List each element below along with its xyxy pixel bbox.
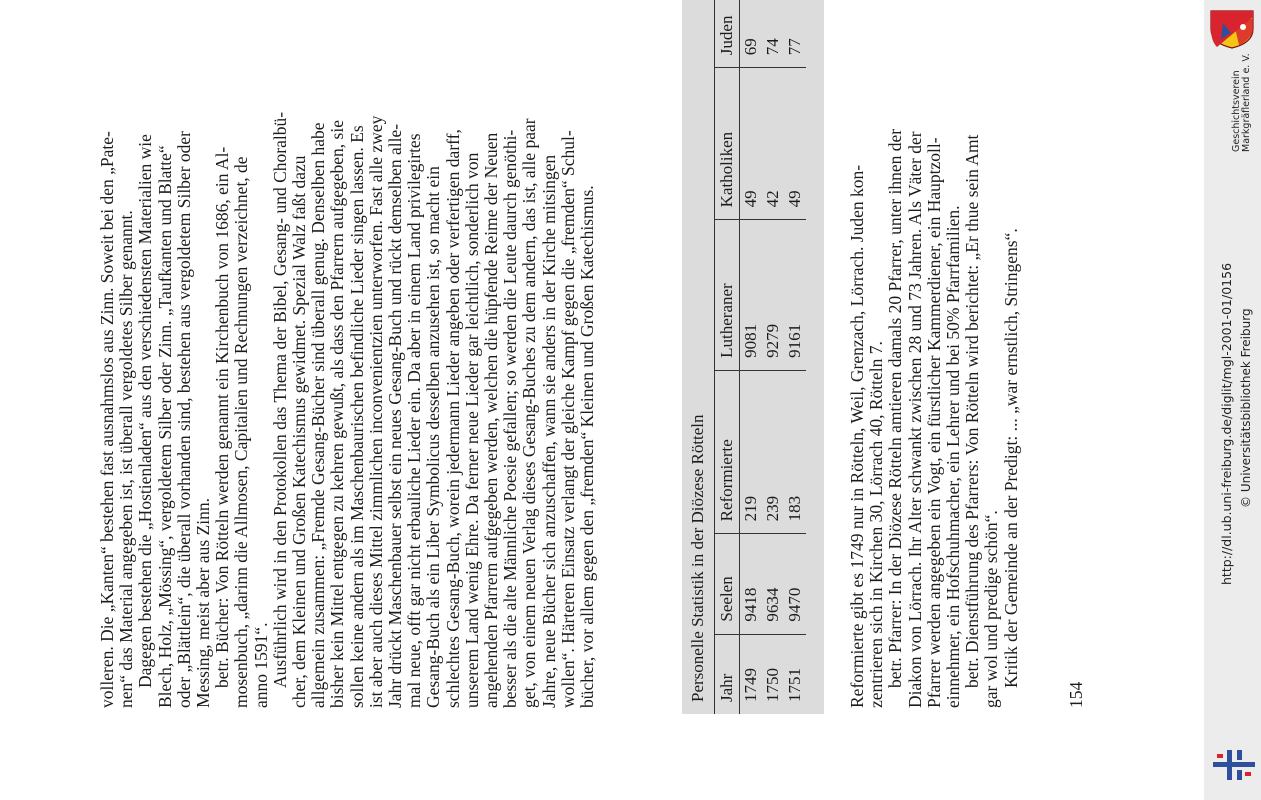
table-cell: 219 [740, 370, 763, 534]
header-cell: Juden [715, 0, 740, 68]
text-line: Gesang-Buch als ein Liber Symbolicus desselben anzusehen ist, so macht ein [423, 166, 444, 708]
text-line: schlechtes Gesang-Buch, worein jedermann Lieder angeben oder verfertigen darff, [442, 129, 463, 708]
table-cell: 9634 [762, 534, 784, 634]
text-line: nen“ das Material angegeben ist, ist überall vergoldetes Silber genannt. [116, 210, 137, 708]
copyright-notice: © Universitätsbibliothek Freiburg [1239, 308, 1253, 508]
coat-of-arms-icon [1209, 9, 1255, 49]
page-number: 154 [1066, 681, 1086, 708]
text-line: Dagegen bestehen die „Hostienladen“ aus den verschiedensten Materialien wie [135, 134, 156, 688]
text-line: Jahr drückt Maschenbauer selbst ein neues Gesang-Buch und rückt demselben alle- [385, 123, 406, 708]
text-line: unserem Land wenig Ehre. Da ferner neue Lieder gar leichtlich, sonderlich von [461, 152, 482, 708]
university-library-logo-icon [1213, 748, 1255, 782]
text-line: allgemein zusammen: „Fremde Gesang-Bücher sind überall genug. Denselben habe [308, 122, 329, 708]
text-line: betr. Pfarrer: In der Diözese Rötteln amtieren damals 20 Pfarrer, unter ihnen der [885, 128, 906, 688]
table-cell: 49 [740, 68, 763, 220]
table-cell: 9470 [784, 534, 806, 634]
text-line: Ausführlich wird in den Protokollen das Thema der Bibel, Gesang- und Choralbü- [269, 111, 290, 688]
header-cell: Katholiken [715, 68, 740, 220]
text-line: angehenden Pfarrern aufgegeben werden, welchen die hüpfende Reime der Neuen [481, 132, 502, 708]
text-line: Messing, meist aber aus Zinn. [193, 498, 214, 708]
text-line: einnehmer, ein Hofschuhmacher, ein Lehrer und bei 50% Pfarrfamilien. [943, 205, 964, 708]
table-cell: 1751 [785, 668, 804, 702]
text-line: mal neue, offt gar nicht erbauliche Lieder ein. Da aber in einem Land privilegirtes [404, 133, 425, 708]
statistics-table [682, 0, 824, 714]
text-line: anno 1591“. [250, 622, 271, 708]
table-row [784, 0, 806, 714]
text-line: wollen“. Härteren Einsatz verlangt der gleiche Kampf gegen die „fremden“ Schul- [557, 130, 578, 708]
permalink-url[interactable]: http://dl.ub.uni-freiburg.de/diglit/mgl-2001-01/0156 [1219, 262, 1234, 585]
text-line: get, von einem neuen Verlag dieses Gesang-Buches zu dem andern, das ist, alle paar [519, 118, 540, 708]
body-text-upper [98, 88, 597, 708]
table-row [762, 0, 784, 714]
association-name [1232, 53, 1252, 152]
table-cell: 9081 [740, 220, 763, 371]
table-header-row [715, 0, 740, 714]
table-cell: 1749 [741, 668, 760, 702]
text-line: Jahre, neue Bücher sich anzuschaffen, wann sie anders in der Kirche mitsingen [538, 154, 559, 708]
text-line: Pfarrer werden angegeben ein Vogt, ein fürstlicher Kammerdiener, ein Hauptzoll- [923, 137, 944, 708]
text-line: zentrieren sich in Kirchen 30, Lörrach 40, Rötteln 7. [866, 341, 887, 708]
header-cell: Seelen [715, 534, 740, 634]
header-cell: Reformierte [715, 370, 740, 534]
table-cell: 9161 [784, 220, 806, 371]
text-line: Kritik der Gemeinde an der Predigt: ... „war ernstlich, Stringens“. [1000, 228, 1021, 688]
statistics-grid [714, 0, 806, 714]
text-line: bücher, vor allem gegen den „fremden“ Kleinen und Großen Katechismus. [577, 185, 598, 708]
table-cell: 239 [762, 370, 784, 534]
table-cell: 49 [784, 68, 806, 220]
text-line: mosenbuch, „darinn die Allmosen, Capitalien und Rechnungen verzeichnet, de [231, 156, 252, 708]
text-line: gar wol und predige schön“. [981, 510, 1002, 708]
header-cell: Jahr [715, 634, 740, 714]
text-line: Diakon von Lörrach. Ihr Alter schwankt zwischen 28 und 73 Jahren. Als Väter der [904, 131, 925, 708]
text-line: Reformierte gibt es 1749 nur in Rötteln, Weil, Grenzach, Lörrach. Juden kon- [847, 164, 867, 708]
text-line: bisher kein Mittel entgegen zu kehren gewußt, als dass den Pfarrern aufgegeben, sie [327, 120, 348, 708]
table-cell: 74 [762, 0, 784, 68]
text-line: oder „Blättlein“, die überall vorhanden sind, bestehen aus vergoldetem Silber oder [173, 131, 194, 708]
association-line2: Markgräflerland e. V. [1241, 53, 1252, 152]
body-text-lower [848, 88, 1021, 708]
table-cell: 1750 [763, 668, 782, 702]
association-line1: Geschichtsverein [1231, 70, 1242, 152]
table-cell: 77 [784, 0, 806, 68]
text-line: Blech, Holz, „Mössing“, vergoldetem Silber oder Zinn. „Taufkanten und Blatte“ [154, 145, 175, 708]
text-line: volleren. Die „Kanten“ bestehen fast ausnahmslos aus Zinn. Soweit bei den „Pate- [97, 131, 117, 708]
text-line: ist aber auch dieses Mittel zimmlichen inconvenientzien unterworfen. Fast alle zwey [365, 115, 386, 708]
table-caption: Personelle Statistik in der Diözese Rötteln [688, 414, 707, 702]
table-row [740, 0, 763, 714]
text-line: besser als die alte Männliche Poesie gefallen; so werden die Leute daurch genöthi- [500, 129, 521, 708]
text-line: cher, dem Kleinen und Großen Katechismus gewidmet. Spezial Walz faßt dazu [289, 155, 310, 708]
table-cell: 9279 [762, 220, 784, 371]
table-cell: 9418 [740, 534, 763, 634]
table-cell: 42 [762, 68, 784, 220]
text-line: betr. Dienstführung des Pfarrers: Von Rötteln wird berichtet: „Er thue sein Amt [962, 134, 983, 688]
header-cell: Lutheraner [715, 220, 740, 371]
text-line: sollen keine andern als im Maschenbaurischen befindliche Lieder singen lassen. Es [346, 125, 367, 708]
table-cell: 69 [740, 0, 763, 68]
text-line: betr. Bücher: Von Rötteln werden genannt ein Kirchenbuch von 1686, ein Al- [212, 146, 233, 688]
table-cell: 183 [784, 370, 806, 534]
